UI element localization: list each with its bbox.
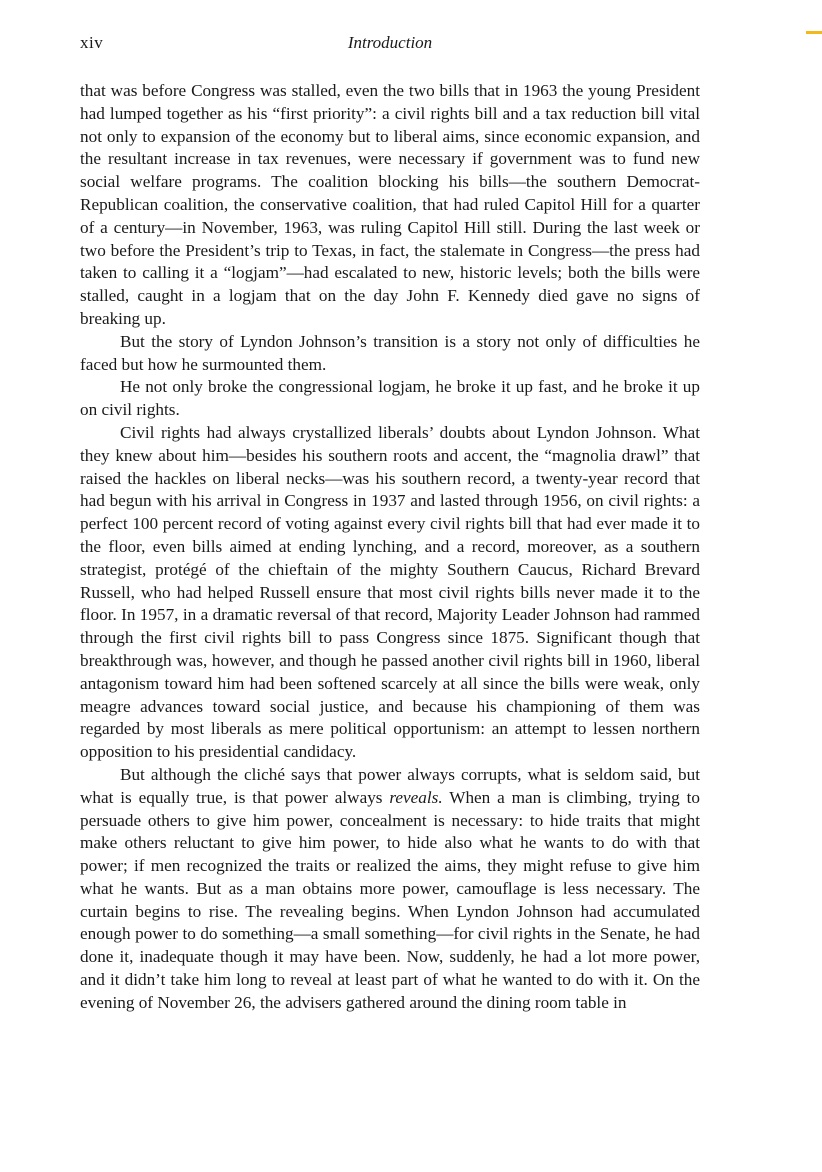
running-head: Introduction xyxy=(347,33,433,52)
page-header xyxy=(80,33,700,57)
paragraph-1: that was before Congress was stalled, even the two bills that in 1963 the young President had lumped together as his “first priority”: a civil rights bill and a tax reduction bill vital not only to expansion of the economy but to liberal aims, since economic expansion, and the resultant increase in tax revenues, were necessary if government was to fund new social welfare programs. The coalition blocking his bills—the southern Democrat-Republican coalition, the conservative coalition, that had ruled Capitol Hill for a quarter of a century—in November, 1963, was ruling Capitol Hill still. During the last week or two before the President’s trip to Texas, in fact, the stalemate in Congress—the press had taken to calling it a “logjam”—had escalated to new, historic levels; both the bills were stalled, caught in a logjam that on the day John F. Kennedy died gave no signs of breaking up. xyxy=(80,81,700,328)
paragraph-4: Civil rights had always crystallized liberals’ doubts about Lyndon Johnson. What they knew about him—besides his southern roots and accent, the “magnolia drawl” that raised the hackles on liberal necks—was his southern record, a twenty-year record that had begun with his arrival in Congress in 1937 and lasted through 1956, on civil rights: a perfect 100 percent record of voting against every civil rights bill that had ever made it to the floor, even bills aimed at ending lynching, and a record, moreover, as a southern strategist, protégé of the chieftain of the mighty Southern Caucus, Richard Brevard Russell, who had helped Russell ensure that most civil rights bills never made it to the floor. In 1957, in a dramatic reversal of that record, Majority Leader Johnson had rammed through the first civil rights bill to pass Congress since 1875. Significant though that breakthrough was, however, and though he passed another civil rights bill in 1960, liberal antagonism toward him had been softened scarcely at all since the bills were weak, only meagre advances toward social justice, and because his championing of them was regarded by most liberals as mere political opportunism: an attempt to lessen northern opposition to his presidential candidacy. xyxy=(80,422,700,762)
body-text xyxy=(80,80,700,1015)
emphasis-reveals: reveals. xyxy=(389,787,443,807)
paragraph-5-part-1: But although the cliché says that power always corrupts, what is seldom said, but what is equally true, is that power always xyxy=(80,764,700,807)
page-number: xiv xyxy=(80,33,104,52)
paragraph-5 xyxy=(80,764,700,1015)
paragraph-2: But the story of Lyndon Johnson’s transition is a story not only of difficulties he faced but how he surmounted them. xyxy=(80,331,700,374)
bookmark-marker[interactable] xyxy=(806,31,822,34)
paragraph-5-part-2: When a man is climbing, trying to persuade others to give him power, concealment is necessary: to hide traits that might make others reluctant to give him power, to hide also what he wants to do with that power; if men recognized the traits or realized the aims, they might refuse to give him what he wants. But as a man obtains more power, camouflage is less necessary. The curtain begins to rise. The revealing begins. When Lyndon Johnson had accumulated enough power to do something—a small something—for civil rights in the Senate, he had done it, inadequate though it may have been. Now, suddenly, he had a lot more power, and it didn’t take him long to reveal at least part of what he wanted to do with it. On the evening of November 26, the advisers gathered around the dining room table in xyxy=(80,787,700,1012)
paragraph-3: He not only broke the congressional logjam, he broke it up fast, and he broke it up on civil rights. xyxy=(80,377,700,420)
